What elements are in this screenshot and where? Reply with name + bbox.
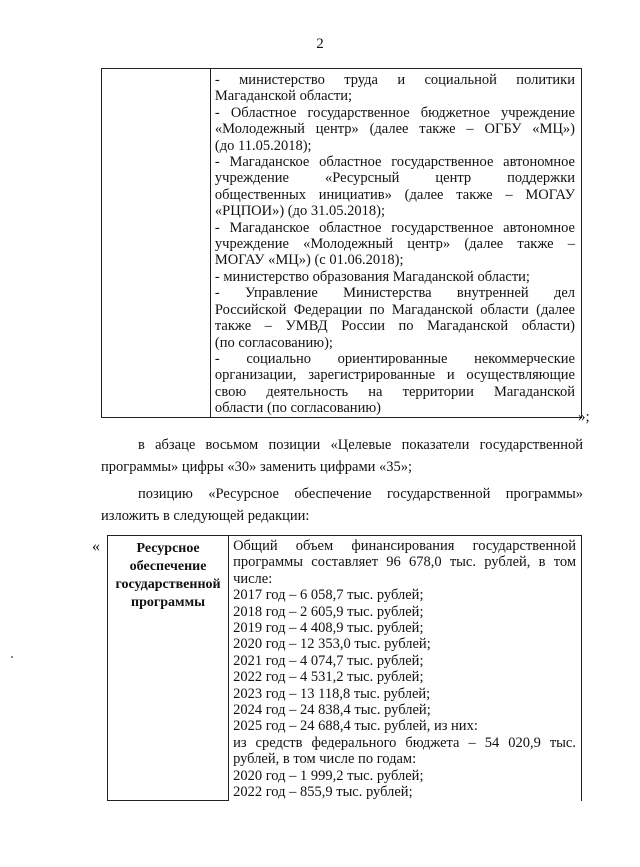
resource-line: 2020 год – 12 353,0 тыс. рублей; [233, 636, 431, 653]
resource-header-cell [108, 536, 229, 801]
resource-header-line: обеспечение [129, 559, 207, 574]
executor-line: - министерство образования Магаданской области; [214, 268, 530, 285]
resource-line: 2022 год – 855,9 тыс. рублей; [233, 784, 413, 801]
executor-line: также – УМВД России по Магаданской области) [214, 318, 575, 335]
resource-table [107, 535, 582, 801]
executor-line: учреждение «Молодежный центр» (далее также – [214, 236, 575, 253]
executor-line: общественных инициатив» (далее также – МОГАУ [214, 186, 575, 203]
executors-label-cell [102, 69, 211, 418]
resource-line: Общий объем финансирования государственной [233, 538, 576, 554]
executor-line: «Молодежный центр» (далее также – ОГБУ «МЦ») [214, 121, 575, 138]
amendment-paragraph-2-cont: изложить в следующей редакции: [101, 508, 310, 524]
executor-line: - Магаданское областное государственное автономное [214, 219, 575, 236]
resource-line: 2018 год – 2 605,9 тыс. рублей; [233, 603, 424, 620]
resource-line: 2025 год – 24 688,4 тыс. рублей, из них: [233, 718, 478, 735]
executor-line: - социально ориентированные некоммерческие [214, 350, 575, 367]
executor-line: области (по согласованию) [214, 400, 381, 417]
resource-header-line: Ресурсное [136, 541, 200, 556]
resource-content-cell [229, 536, 582, 801]
resource-line: 2020 год – 1 999,2 тыс. рублей; [233, 767, 424, 784]
resource-line: 2017 год – 6 058,7 тыс. рублей; [233, 587, 424, 604]
resource-line: программы составляет 96 678,0 тыс. рублей, в том [233, 554, 576, 571]
executor-line: учреждение «Ресурсный центр поддержки [214, 170, 575, 187]
resource-line: из средств федерального бюджета – 54 020,9 тыс. [233, 734, 576, 751]
amendment-paragraph-1-cont: программы» цифры «30» заменить цифрами «35»; [101, 459, 413, 475]
executor-line: - министерство труда и социальной политики [214, 72, 575, 88]
resource-line: 2022 год – 4 531,2 тыс. рублей; [233, 669, 424, 686]
executor-line: «РЦПОИ») (до 31.05.2018); [214, 203, 385, 220]
executor-line: (до 11.05.2018); [214, 137, 312, 154]
amendment-paragraph-1: в абзаце восьмом позиции «Целевые показатели государственной [138, 437, 583, 453]
resource-header-line: программы [131, 595, 206, 610]
amendment-paragraph-2: позицию «Ресурсное обеспечение государственной программы» [138, 486, 583, 502]
resource-line: 2023 год – 13 118,8 тыс. рублей; [233, 685, 431, 702]
executor-line: - Управление Министерства внутренней дел [214, 285, 575, 302]
executor-line: организации, зарегистрированные и осуществляющие [214, 367, 575, 384]
page-number: 2 [316, 36, 324, 52]
resource-header-line: государственной [115, 577, 221, 592]
resource-line: 2021 год – 4 074,7 тыс. рублей; [233, 652, 424, 669]
executor-line: Магаданской области; [214, 88, 353, 105]
resource-line: рублей, в том числе по годам: [233, 751, 417, 768]
executors-table [101, 68, 582, 418]
executor-line: Российской Федерации по Магаданской области (далее [214, 301, 575, 318]
executors-list-cell [210, 69, 581, 418]
resource-line: 2024 год – 24 838,4 тыс. рублей; [233, 702, 431, 719]
executor-line: (по согласованию); [214, 334, 333, 351]
closing-quote: »; [578, 409, 590, 425]
resource-line: 2019 год – 4 408,9 тыс. рублей; [233, 620, 424, 637]
resource-line: числе: [233, 570, 273, 587]
executor-line: - Областное государственное бюджетное учреждение [214, 104, 575, 121]
executor-line: МОГАУ «МЦ») (с 01.06.2018); [214, 252, 404, 269]
opening-quote: « [92, 538, 100, 555]
executor-line: - Магаданское областное государственное автономное [214, 154, 575, 171]
executor-line: свою деятельность на территории Магаданской [214, 383, 575, 400]
scan-speck [11, 656, 13, 658]
